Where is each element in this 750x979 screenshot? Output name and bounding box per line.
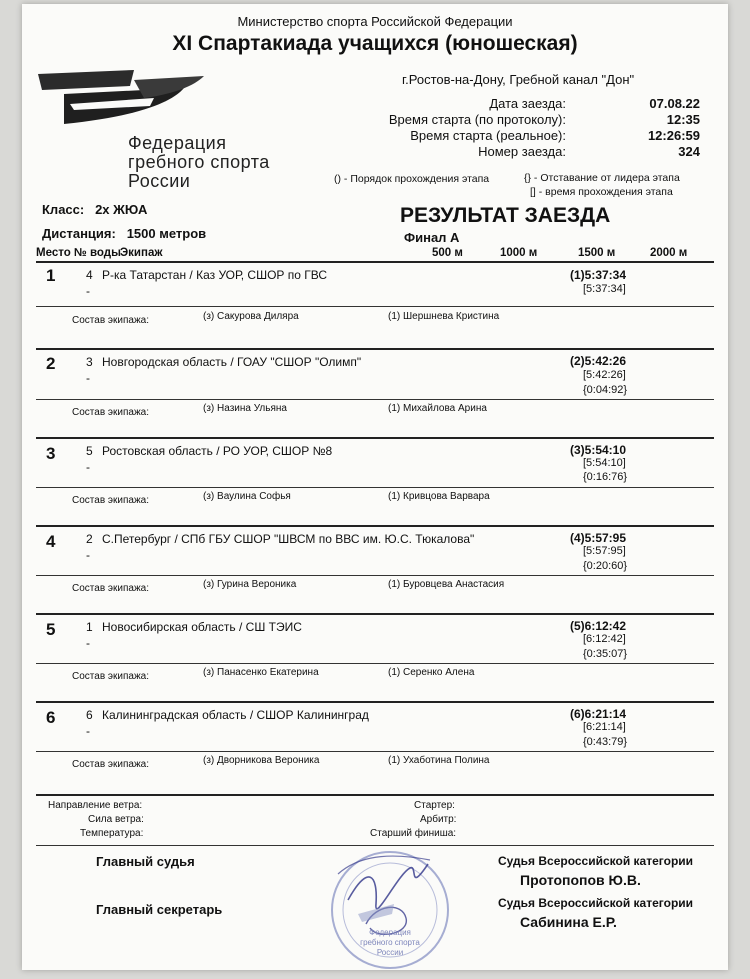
gap-time: {0:43:79} bbox=[583, 736, 628, 748]
protocol-page bbox=[22, 4, 728, 970]
crew-label: Состав экипажа: bbox=[72, 407, 149, 418]
gap-time: {0:20:60} bbox=[583, 560, 628, 572]
split-time: [5:54:10] bbox=[583, 457, 626, 469]
legend-split: [] - время прохождения этапа bbox=[530, 186, 673, 198]
crew-member: (з) Гурина Вероника bbox=[203, 579, 297, 590]
legend-behind: {} - Отставание от лидера этапа bbox=[524, 172, 680, 184]
race-number-value: 324 bbox=[678, 144, 700, 159]
crew-label: Состав экипажа: bbox=[72, 583, 149, 594]
finish-time: (4)5:57:95 bbox=[570, 531, 627, 545]
split-time: [5:57:95] bbox=[583, 545, 626, 557]
col-lane: № воды bbox=[74, 247, 121, 259]
row-separator bbox=[36, 525, 714, 527]
team: Ростовская область / РО УОР, СШОР №8 bbox=[102, 444, 333, 458]
row-rule bbox=[36, 575, 714, 576]
finish-time: (5)6:12:42 bbox=[570, 619, 627, 633]
crew-member: (1) Михайлова Арина bbox=[388, 403, 487, 414]
finish-time: (2)5:42:26 bbox=[570, 354, 627, 368]
federation-name: Федерация гребного спорта России bbox=[128, 133, 270, 191]
split-time: [5:42:26] bbox=[583, 369, 626, 381]
team: Новосибирская область / СШ ТЭИС bbox=[102, 620, 302, 634]
finish-time: (1)5:37:34 bbox=[570, 268, 627, 282]
judge-category-2: Судья Всероссийской категории bbox=[498, 896, 694, 910]
split-time: [5:37:34] bbox=[583, 283, 626, 295]
table-end-rule bbox=[36, 794, 714, 796]
crew-label: Состав экипажа: bbox=[72, 495, 149, 506]
temperature: Температура: bbox=[80, 828, 144, 839]
dash: - bbox=[86, 371, 90, 385]
starter: Стартер: bbox=[414, 800, 455, 811]
gap-time: {0:16:76} bbox=[583, 471, 628, 483]
row-separator bbox=[36, 701, 714, 703]
lane: 5 bbox=[86, 444, 93, 458]
crew-label: Состав экипажа: bbox=[72, 315, 149, 326]
row-rule bbox=[36, 399, 714, 400]
col-2000: 2000 м bbox=[650, 247, 688, 259]
row-rule bbox=[36, 487, 714, 488]
team: С.Петербург / СПб ГБУ СШОР "ШВСМ по ВВС им. Ю.С. Тюкалова" bbox=[102, 532, 475, 546]
lane: 4 bbox=[86, 268, 93, 282]
crew-label: Состав экипажа: bbox=[72, 759, 149, 770]
crew-member: (1) Шершнева Кристина bbox=[388, 311, 500, 322]
crew-label: Состав экипажа: bbox=[72, 671, 149, 682]
chief-secretary: Главный секретарь bbox=[96, 902, 223, 917]
place: 1 bbox=[46, 266, 56, 285]
race-number-label: Номер заезда: bbox=[478, 144, 566, 159]
dash: - bbox=[86, 724, 90, 738]
crew-member: (1) Серенко Алена bbox=[388, 667, 475, 678]
team: Р-ка Татарстан / Каз УОР, СШОР по ГВС bbox=[102, 268, 328, 282]
stamp-text: Федерация гребного спорта России bbox=[360, 928, 420, 957]
row-separator bbox=[36, 613, 714, 615]
arbiter: Арбитр: bbox=[420, 814, 457, 825]
crew-member: (1) Ухаботина Полина bbox=[388, 755, 490, 766]
distance-line: Дистанция: 1500 метров bbox=[42, 226, 207, 241]
race-date-label: Дата заезда: bbox=[489, 96, 566, 111]
place: 5 bbox=[46, 620, 56, 639]
finish-time: (6)6:21:14 bbox=[570, 707, 627, 721]
dash: - bbox=[86, 636, 90, 650]
row-separator bbox=[36, 348, 714, 350]
wind-force: Сила ветра: bbox=[88, 814, 144, 825]
dash: - bbox=[86, 548, 90, 562]
gap-time: {0:04:92} bbox=[583, 384, 628, 396]
col-1000: 1000 м bbox=[500, 247, 538, 259]
col-500: 500 м bbox=[432, 247, 463, 259]
final-label: Финал А bbox=[404, 230, 460, 245]
place: 2 bbox=[46, 354, 56, 373]
actual-start-value: 12:26:59 bbox=[647, 128, 700, 143]
col-crew: Экипаж bbox=[120, 247, 163, 259]
split-time: [6:21:14] bbox=[583, 721, 626, 733]
planned-start-label: Время старта (по протоколу): bbox=[388, 112, 566, 127]
crew-member: (з) Дворникова Вероника bbox=[203, 755, 320, 766]
row-rule bbox=[36, 751, 714, 752]
race-date-value: 07.08.22 bbox=[649, 96, 700, 111]
dash: - bbox=[86, 460, 90, 474]
crew-member: (з) Ваулина Софья bbox=[203, 491, 291, 502]
ministry-title: Министерство спорта Российской Федерации bbox=[237, 14, 513, 29]
result-title: РЕЗУЛЬТАТ ЗАЕЗДА bbox=[400, 204, 611, 227]
row-rule bbox=[36, 663, 714, 664]
team: Новгородская область / ГОАУ "СШОР "Олимп" bbox=[102, 355, 362, 369]
gap-time: {0:35:07} bbox=[583, 648, 628, 660]
class-line: Класс: 2х ЖЮА bbox=[42, 202, 148, 217]
crew-member: (1) Буровцева Анастасия bbox=[388, 579, 505, 590]
place: 3 bbox=[46, 444, 56, 463]
crew-member: (з) Панасенко Екатерина bbox=[203, 667, 319, 678]
federation-stamp bbox=[318, 844, 468, 979]
event-title: XI Спартакиада учащихся (юношеская) bbox=[172, 32, 578, 55]
venue: г.Ростов-на-Дону, Гребной канал "Дон" bbox=[402, 72, 635, 87]
team: Калининградская область / СШОР Калининград bbox=[102, 708, 369, 722]
judge-name-1: Протопопов Ю.В. bbox=[520, 872, 641, 888]
finish-official: Старший финиша: bbox=[370, 828, 457, 839]
place: 4 bbox=[46, 532, 56, 551]
col-place: Место bbox=[36, 247, 71, 259]
judge-name-2: Сабинина Е.Р. bbox=[520, 914, 617, 930]
header-rule bbox=[36, 261, 714, 263]
finish-time: (3)5:54:10 bbox=[570, 443, 627, 457]
crew-member: (з) Назина Ульяна bbox=[203, 403, 287, 414]
lane: 2 bbox=[86, 532, 93, 546]
lane: 6 bbox=[86, 708, 93, 722]
dash: - bbox=[86, 284, 90, 298]
lane: 3 bbox=[86, 355, 93, 369]
federation-logo bbox=[34, 64, 214, 132]
wind-direction: Направление ветра: bbox=[48, 800, 143, 811]
actual-start-label: Время старта (реальное): bbox=[410, 128, 566, 143]
crew-member: (з) Сакурова Диляра bbox=[203, 311, 299, 322]
split-time: [6:12:42] bbox=[583, 633, 626, 645]
lane: 1 bbox=[86, 620, 93, 634]
row-separator bbox=[36, 437, 714, 439]
row-rule bbox=[36, 306, 714, 307]
planned-start-value: 12:35 bbox=[666, 112, 700, 127]
judge-category-1: Судья Всероссийской категории bbox=[498, 854, 694, 868]
place: 6 bbox=[46, 708, 56, 727]
crew-member: (1) Кривцова Варвара bbox=[388, 491, 490, 502]
chief-judge: Главный судья bbox=[96, 854, 195, 869]
col-1500: 1500 м bbox=[578, 247, 616, 259]
legend-order: () - Порядок прохождения этапа bbox=[334, 173, 490, 185]
